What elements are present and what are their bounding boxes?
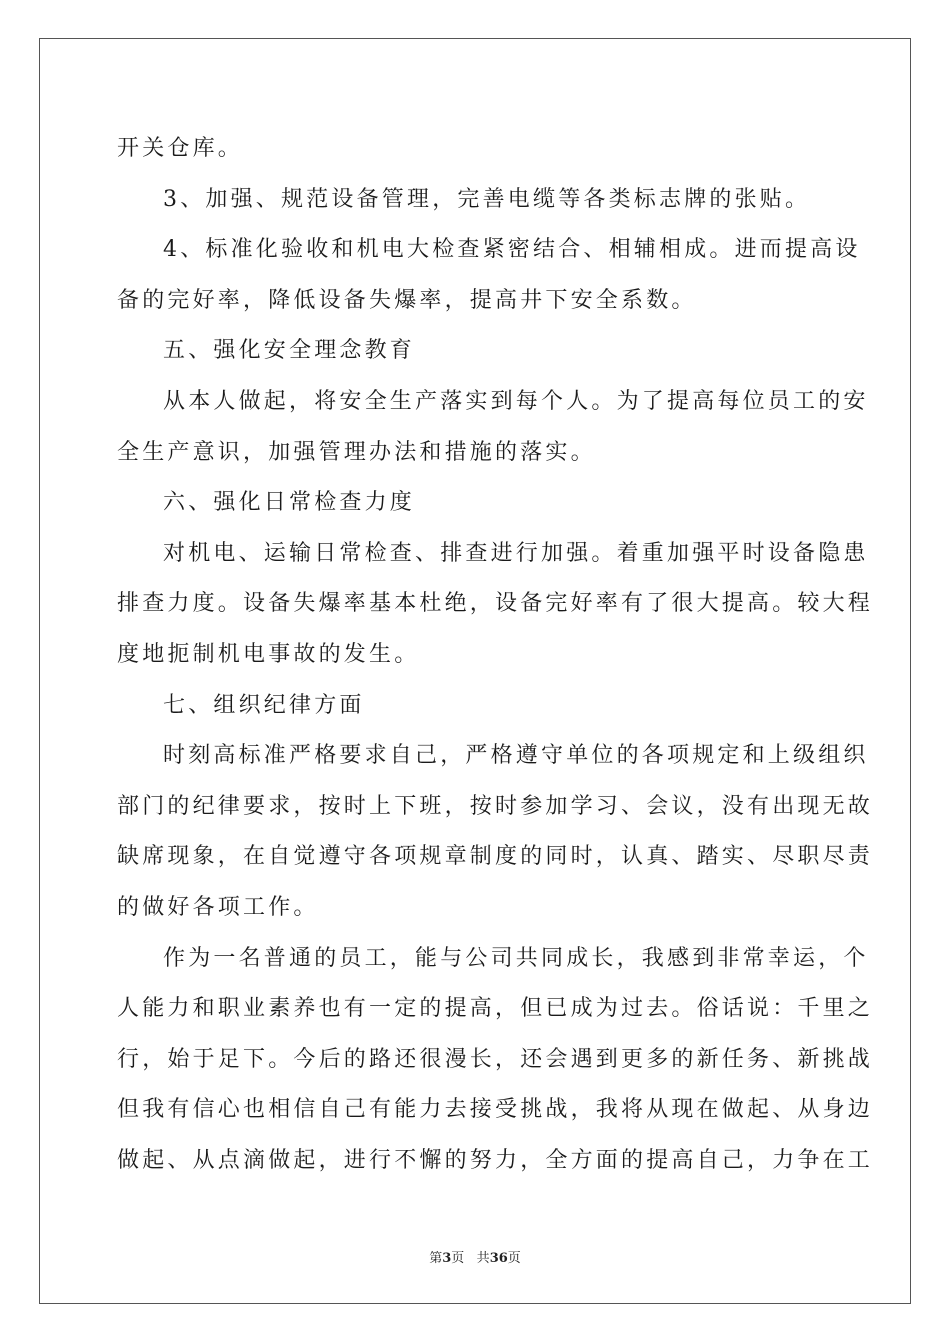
text-line: 排查力度。设备失爆率基本杜绝，设备完好率有了很大提高。较大程 [117, 591, 874, 617]
text-line: 作为一名普通的员工，能与公司共同成长，我感到非常幸运，个 [163, 945, 869, 971]
document-body [117, 124, 874, 1186]
text-line: 的做好各项工作。 [117, 894, 319, 920]
total-pages: 36 [489, 1251, 508, 1266]
text-line: 时刻高标准严格要求自己，严格遵守单位的各项规定和上级组织 [163, 743, 869, 769]
text-line: 全生产意识，加强管理办法和措施的落实。 [117, 439, 596, 465]
section-heading: 六、强化日常检查力度 [163, 490, 416, 516]
text-line: 3、加强、规范设备管理，完善电缆等各类标志牌的张贴。 [163, 186, 811, 212]
text-line: 备的完好率，降低设备失爆率，提高井下安全系数。 [117, 287, 697, 313]
page-footer [0, 1247, 950, 1266]
text-line: 开关仓库。 [117, 136, 244, 161]
text-line: 人能力和职业素养也有一定的提高，但已成为过去。俗话说：千里之 [117, 996, 874, 1022]
text-line: 对机电、运输日常检查、排查进行加强。着重加强平时设备隐患 [163, 540, 869, 566]
text-line: 缺席现象，在自觉遵守各项规章制度的同时，认真、踏实、尽职尽责 [117, 844, 874, 870]
section-heading: 五、强化安全理念教育 [163, 338, 416, 364]
text-line: 度地扼制机电事故的发生。 [117, 641, 420, 667]
text-line: 部门的纪律要求，按时上下班，按时参加学习、会议，没有出现无故 [117, 793, 874, 819]
text-line: 行，始于足下。今后的路还很漫长，还会遇到更多的新任务、新挑战 [117, 1046, 874, 1072]
total-prefix: 共 [476, 1251, 490, 1266]
text-line: 从本人做起，将安全生产落实到每个人。为了提高每位员工的安 [163, 388, 869, 414]
total-suffix: 页 [507, 1251, 521, 1266]
page-suffix: 页 [451, 1251, 465, 1266]
text-line: 4、标准化验收和机电大检查紧密结合、相辅相成。进而提高设 [163, 237, 861, 263]
page-number: 3 [442, 1251, 452, 1266]
page-prefix: 第 [429, 1251, 443, 1266]
section-heading: 七、组织纪律方面 [163, 692, 365, 718]
text-line: 但我有信心也相信自己有能力去接受挑战，我将从现在做起、从身边 [117, 1097, 874, 1123]
text-line: 做起、从点滴做起，进行不懈的努力，全方面的提高自己，力争在工 [117, 1147, 874, 1173]
